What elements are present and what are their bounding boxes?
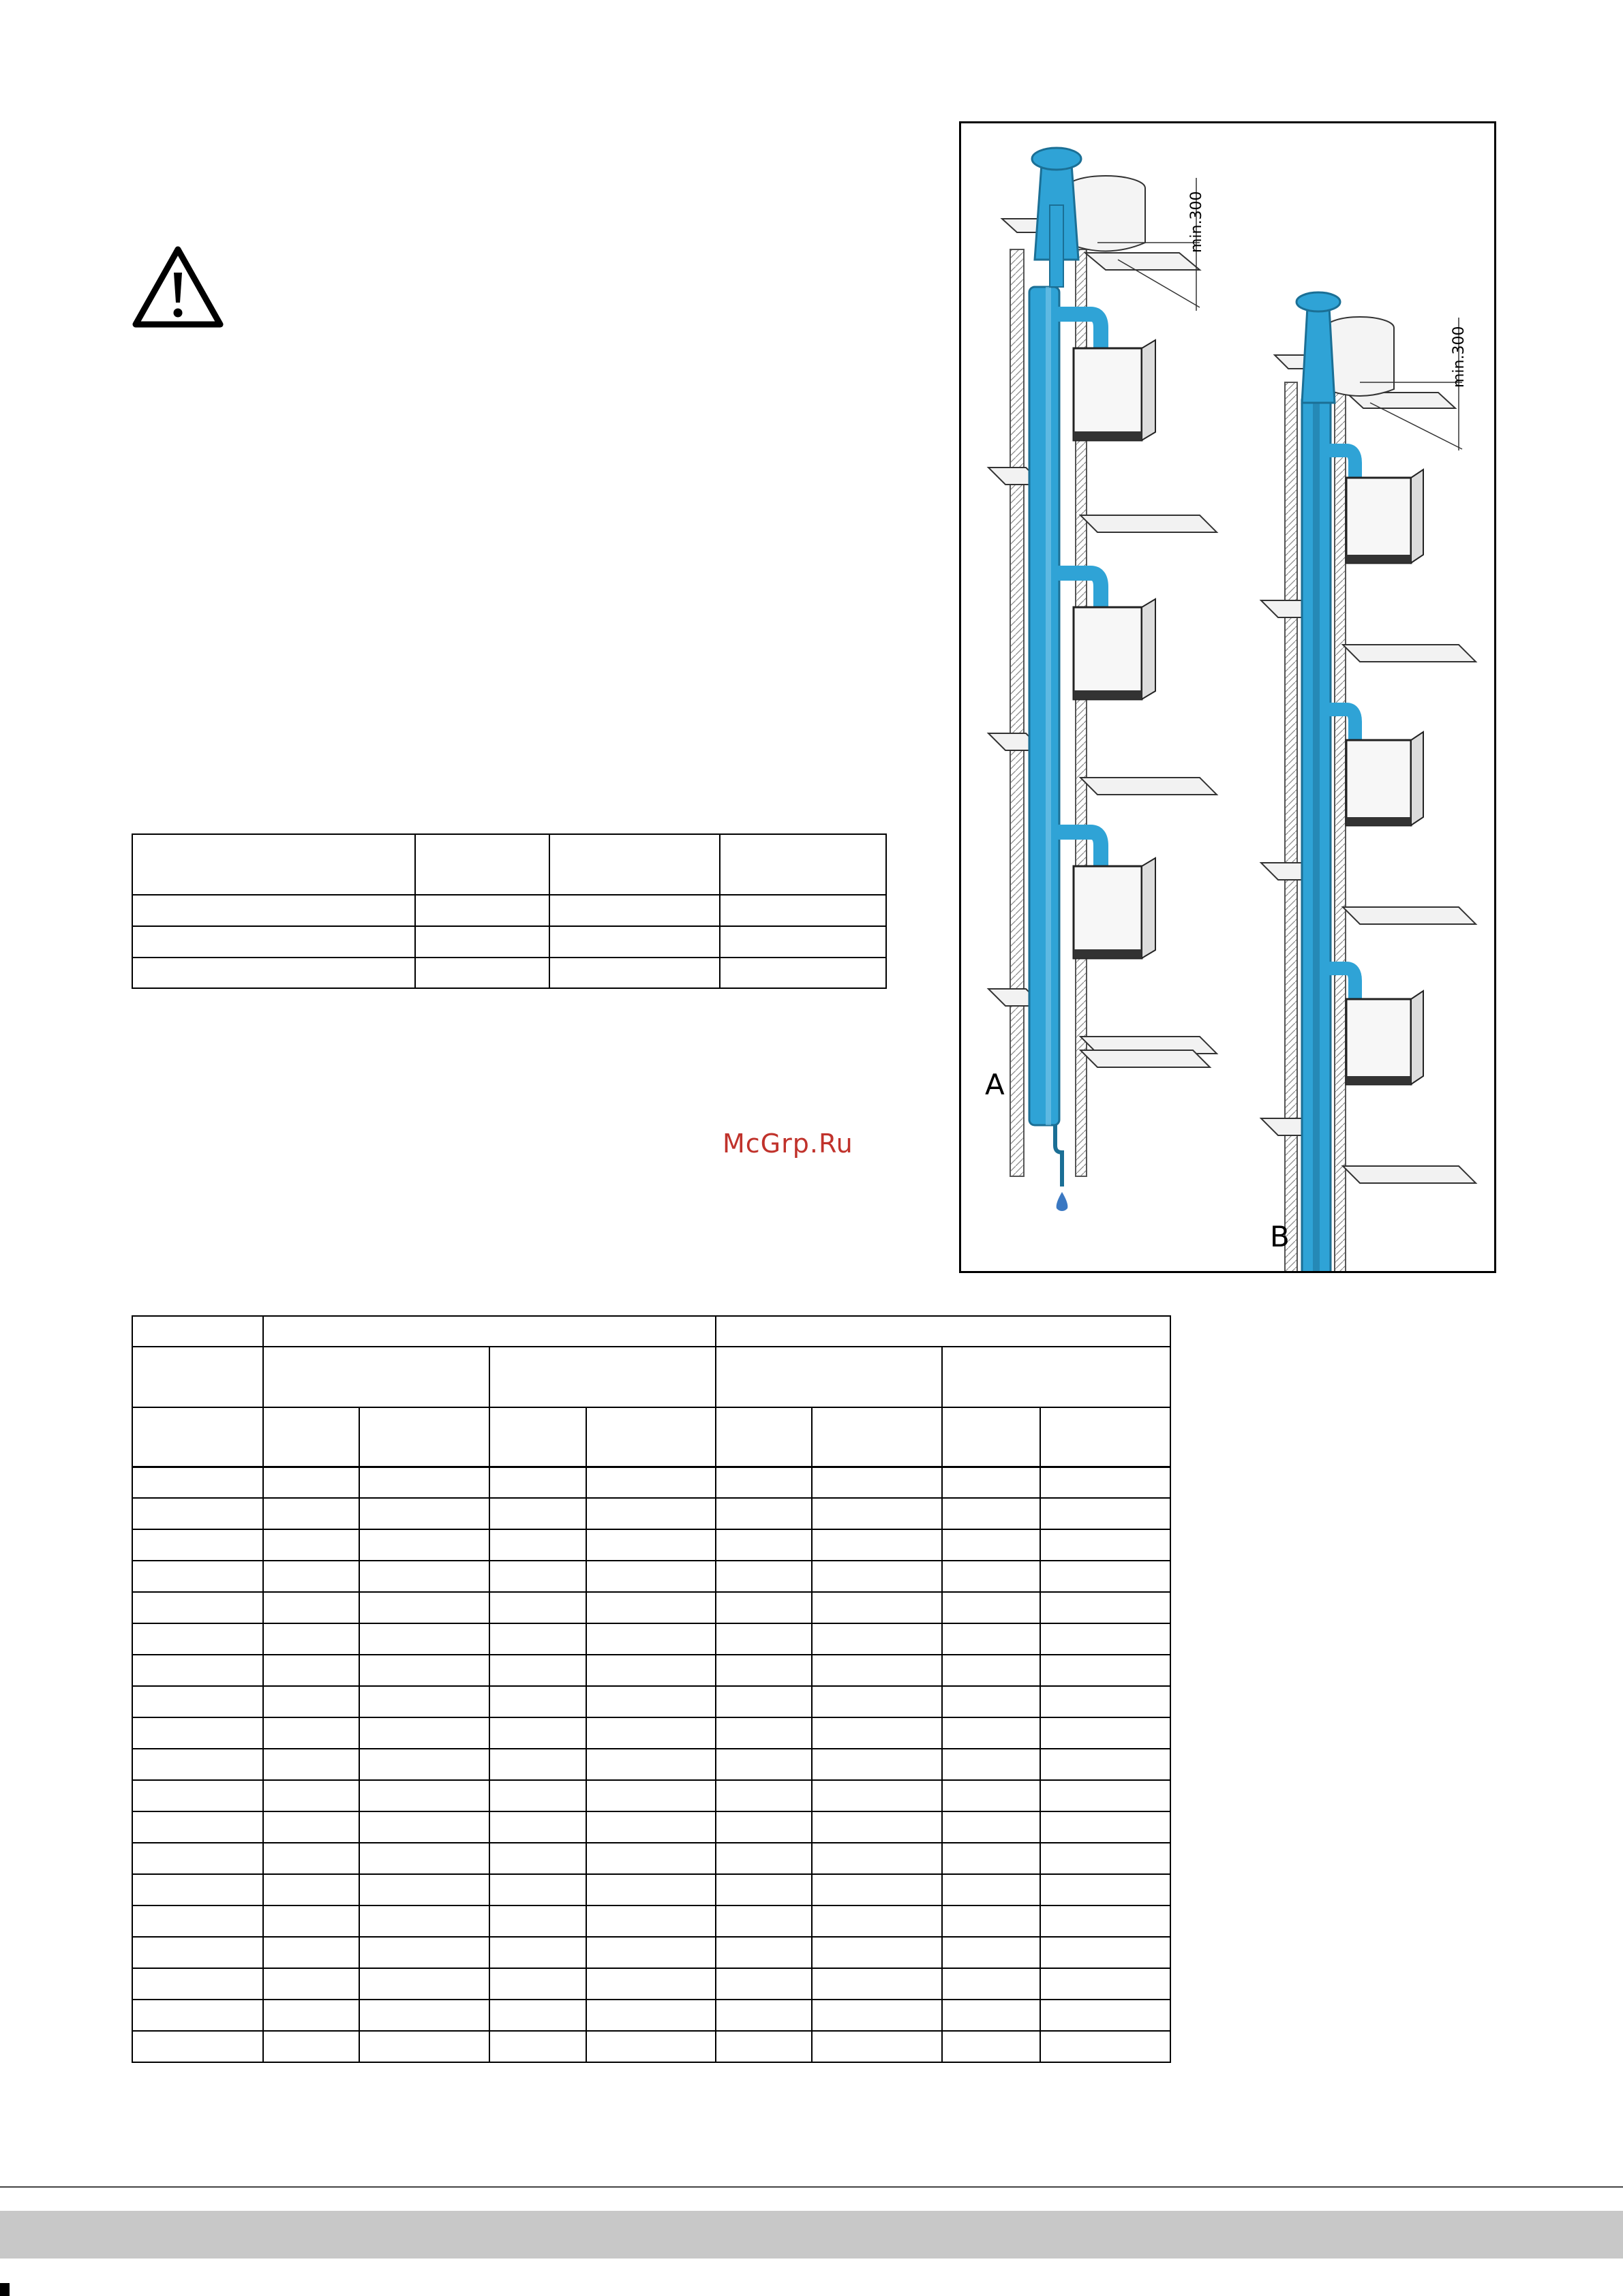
- table-row: [132, 1529, 1170, 1561]
- boiler-unit: [1074, 858, 1155, 958]
- table-row: [132, 1749, 1170, 1780]
- boiler-unit: [1346, 470, 1423, 563]
- table-row: [132, 1561, 1170, 1592]
- small-table: [132, 833, 887, 989]
- installation-a: [985, 148, 1217, 1211]
- boiler-unit: [1074, 340, 1155, 440]
- table-row: [132, 1347, 1170, 1407]
- table-row: [132, 1937, 1170, 1968]
- page-corner-mark: [0, 2283, 10, 2296]
- chimney-diagram: [961, 123, 1494, 1271]
- table-row: [132, 958, 886, 988]
- table-row: [132, 1843, 1170, 1874]
- table-row: [132, 834, 886, 895]
- table-row: [132, 895, 886, 926]
- boiler-unit: [1346, 732, 1423, 825]
- boiler-unit: [1346, 991, 1423, 1084]
- table-row: [132, 1623, 1170, 1655]
- table-row: [132, 1780, 1170, 1811]
- table-row: [132, 2000, 1170, 2031]
- table-row: [132, 1316, 1170, 1347]
- warning-triangle-icon: [131, 244, 225, 330]
- table-row: [132, 1407, 1170, 1467]
- table-row: [132, 1686, 1170, 1717]
- boiler-unit: [1074, 599, 1155, 699]
- table-row: [132, 2031, 1170, 2062]
- table-row: [132, 1655, 1170, 1686]
- figure-label-b: B: [1270, 1220, 1290, 1253]
- table-row: [132, 1811, 1170, 1843]
- watermark-text: McGrp.Ru: [723, 1129, 853, 1159]
- table-row: [132, 1592, 1170, 1623]
- footer-rule: [0, 2186, 1623, 2188]
- installation-b: [1261, 292, 1476, 1271]
- footer-bar: [0, 2211, 1623, 2259]
- large-table: [132, 1315, 1171, 1468]
- dimension-label-a: min.300: [1188, 191, 1205, 253]
- table-row: [132, 926, 886, 958]
- table-row: [132, 1874, 1170, 1905]
- figure-frame: [959, 121, 1496, 1273]
- table-row: [132, 1968, 1170, 2000]
- large-table-body: [132, 1466, 1171, 2063]
- table-row: [132, 1467, 1170, 1498]
- figure-label-a: A: [985, 1068, 1005, 1101]
- dimension-label-b: min.300: [1451, 326, 1468, 388]
- table-row: [132, 1905, 1170, 1937]
- table-row: [132, 1717, 1170, 1749]
- table-row: [132, 1498, 1170, 1529]
- water-drop-icon: [1057, 1192, 1068, 1211]
